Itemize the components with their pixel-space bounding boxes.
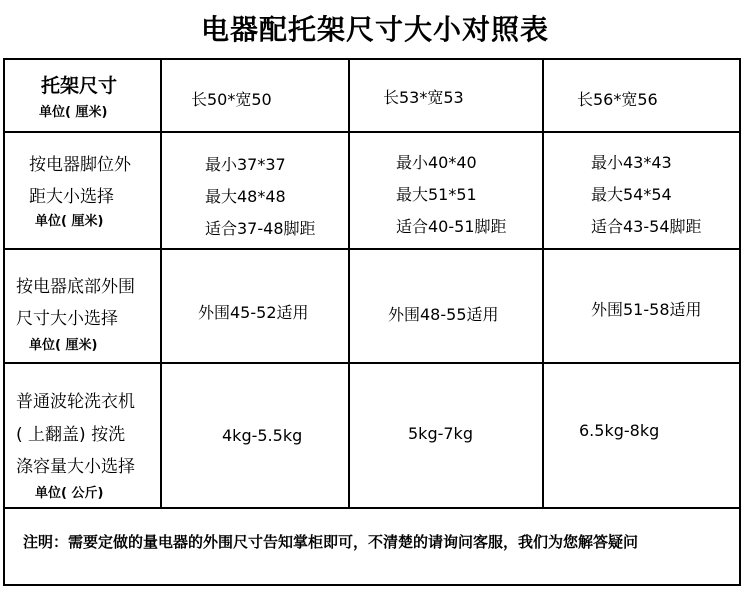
header-size-3: 长56*宽56 — [577, 90, 658, 109]
row3-label-line1: 普通波轮洗衣机 — [16, 392, 135, 412]
row2-label-line1: 按电器底部外围 — [16, 277, 135, 297]
row3-col3: 6.5kg-8kg — [579, 421, 660, 440]
row1-col1-max: 最大48*48 — [205, 187, 286, 206]
row2-unit: 单位( 厘米) — [29, 338, 98, 353]
column-divider — [160, 60, 162, 509]
header-size-2: 长53*宽53 — [383, 88, 464, 107]
size-table — [3, 58, 741, 586]
row2-col2: 外围48-55适用 — [388, 305, 499, 324]
row3-label-line2: ( 上翻盖) 按洗 — [16, 425, 126, 445]
row-divider — [5, 248, 739, 250]
header-unit: 单位( 厘米) — [39, 105, 108, 120]
row-divider — [5, 507, 739, 509]
row3-unit: 单位( 公斤) — [35, 486, 104, 501]
row1-col2-fit: 适合40-51脚距 — [396, 217, 507, 236]
row1-col3-max: 最大54*54 — [591, 185, 672, 204]
row1-col1-min: 最小37*37 — [205, 155, 286, 174]
note-text: 注明：需要定做的量电器的外围尺寸告知掌柜即可，不清楚的请询问客服，我们为您解答疑问 — [23, 533, 639, 551]
row3-label-line3: 涤容量大小选择 — [16, 457, 135, 477]
row1-col1-fit: 适合37-48脚距 — [205, 219, 316, 238]
row-divider — [5, 362, 739, 364]
row2-col1: 外围45-52适用 — [198, 303, 309, 322]
column-divider — [542, 60, 544, 509]
row1-col2-min: 最小40*40 — [396, 153, 477, 172]
row-divider — [5, 131, 739, 133]
row1-col3-fit: 适合43-54脚距 — [591, 217, 702, 236]
row1-unit: 单位( 厘米) — [35, 214, 104, 229]
row1-label-line1: 按电器脚位外 — [29, 155, 131, 175]
page-title: 电器配托架尺寸大小对照表 — [200, 13, 549, 46]
row1-col2-max: 最大51*51 — [396, 185, 477, 204]
row2-col3: 外围51-58适用 — [591, 300, 702, 319]
row2-label-line2: 尺寸大小选择 — [16, 309, 118, 329]
column-divider — [348, 60, 350, 509]
header-size-1: 长50*宽50 — [191, 90, 272, 109]
row1-label-line2: 距大小选择 — [29, 187, 114, 207]
row1-col3-min: 最小43*43 — [591, 153, 672, 172]
row3-col2: 5kg-7kg — [408, 424, 473, 443]
row3-col1: 4kg-5.5kg — [222, 426, 303, 445]
header-label: 托架尺寸 — [41, 75, 118, 97]
